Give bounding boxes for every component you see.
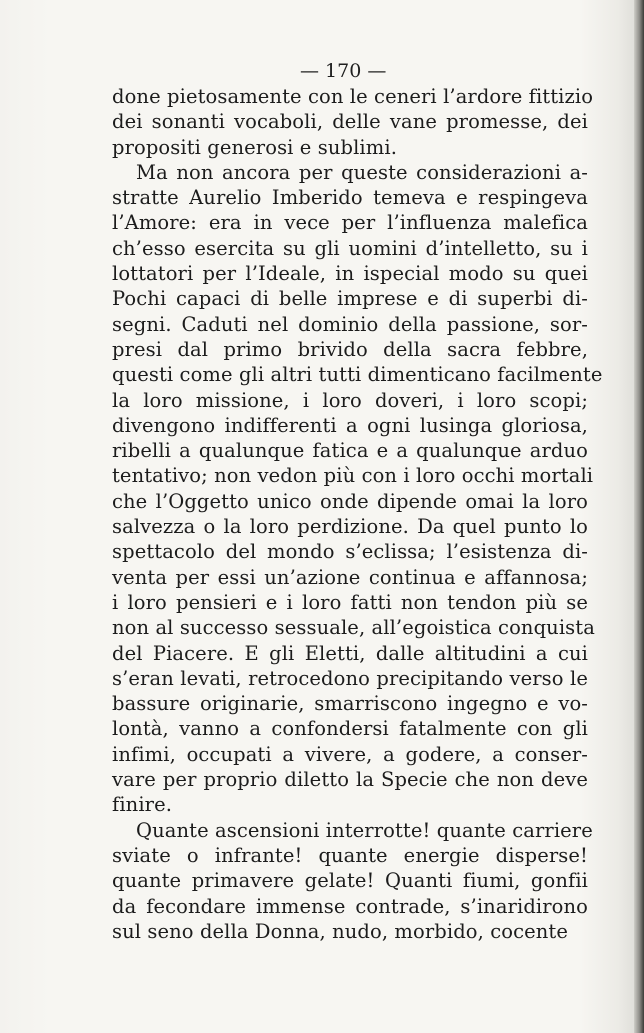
text-line: ribelli a qualunque fatica e a qualunque arduo [112, 439, 588, 463]
text-line: questi come gli altri tutti dimenticano facilmente [112, 363, 603, 387]
text-line: finire. [112, 793, 173, 817]
text-line: spettacolo del mondo s’eclissa; l’esistenza di- [112, 540, 588, 564]
text-line: done pietosamente con le ceneri l’ardore fittizio [112, 85, 594, 108]
text-line: segni. Caduti nel dominio della passione, sor- [112, 312, 588, 336]
text-line: del Piacere. E gli Eletti, dalle altitudini a cui [112, 641, 588, 665]
paragraph [112, 818, 593, 944]
text-line: quante primavere gelate! Quanti fiumi, gonfii [112, 869, 588, 893]
paragraph [112, 84, 594, 160]
text-line: bassure originarie, smarriscono ingegno e vo- [112, 692, 588, 716]
text-line: l’Amore: era in vece per l’influenza malefica [112, 211, 588, 235]
text-line: s’eran levati, retrocedono precipitando verso le [112, 666, 588, 690]
page-edge-shadow [634, 0, 644, 1033]
text-line: che l’Oggetto unico onde dipende omai la loro [112, 489, 588, 513]
text-line: infimi, occupati a vivere, a godere, a conser- [112, 742, 588, 766]
text-line: i loro pensieri e i loro fatti non tendon più se [112, 590, 588, 614]
text-line: propositi generosi e sublimi. [112, 135, 397, 159]
text-line: presi dal primo brivido della sacra febbre, [112, 337, 588, 361]
text-line: stratte Aurelio Imberido temeva e respingeva [112, 186, 588, 210]
text-line: vare per proprio diletto la Specie che non deve [112, 768, 588, 792]
text-line: Pochi capaci di belle imprese e di superbi di- [112, 287, 588, 311]
text-line: da fecondare immense contrade, s’inaridirono [112, 894, 588, 918]
text-line: sviate o infrante! quante energie disperse! [112, 843, 588, 867]
body-text [112, 84, 603, 944]
text-line: lontà, vanno a confondersi fatalmente con gli [112, 717, 588, 741]
paragraph [112, 160, 603, 818]
text-line: la loro missione, i loro doveri, i loro scopi; [112, 388, 588, 412]
text-line: dei sonanti vocaboli, delle vane promesse, dei [112, 110, 588, 134]
text-line: venta per essi un’azione continua e affannosa; [112, 565, 588, 589]
text-line: divengono indifferenti a ogni lusinga gloriosa, [112, 413, 588, 437]
text-line: sul seno della Donna, nudo, morbido, cocente [112, 919, 568, 943]
text-line: non al successo sessuale, all’egoistica conquista [112, 616, 595, 640]
text-line: salvezza o la loro perdizione. Da quel punto lo [112, 515, 588, 539]
text-line: Quante ascensioni interrotte! quante carriere [136, 818, 593, 842]
text-line: Ma non ancora per queste considerazioni a- [136, 160, 588, 184]
text-line: ch’esso esercita su gli uomini d’intelletto, su i [112, 236, 588, 260]
page-number: — 170 — [300, 60, 387, 82]
text-line: lottatori per l’Ideale, in ispecial modo su quei [112, 262, 588, 286]
text-line: tentativo; non vedon più con i loro occhi mortali [112, 464, 594, 488]
